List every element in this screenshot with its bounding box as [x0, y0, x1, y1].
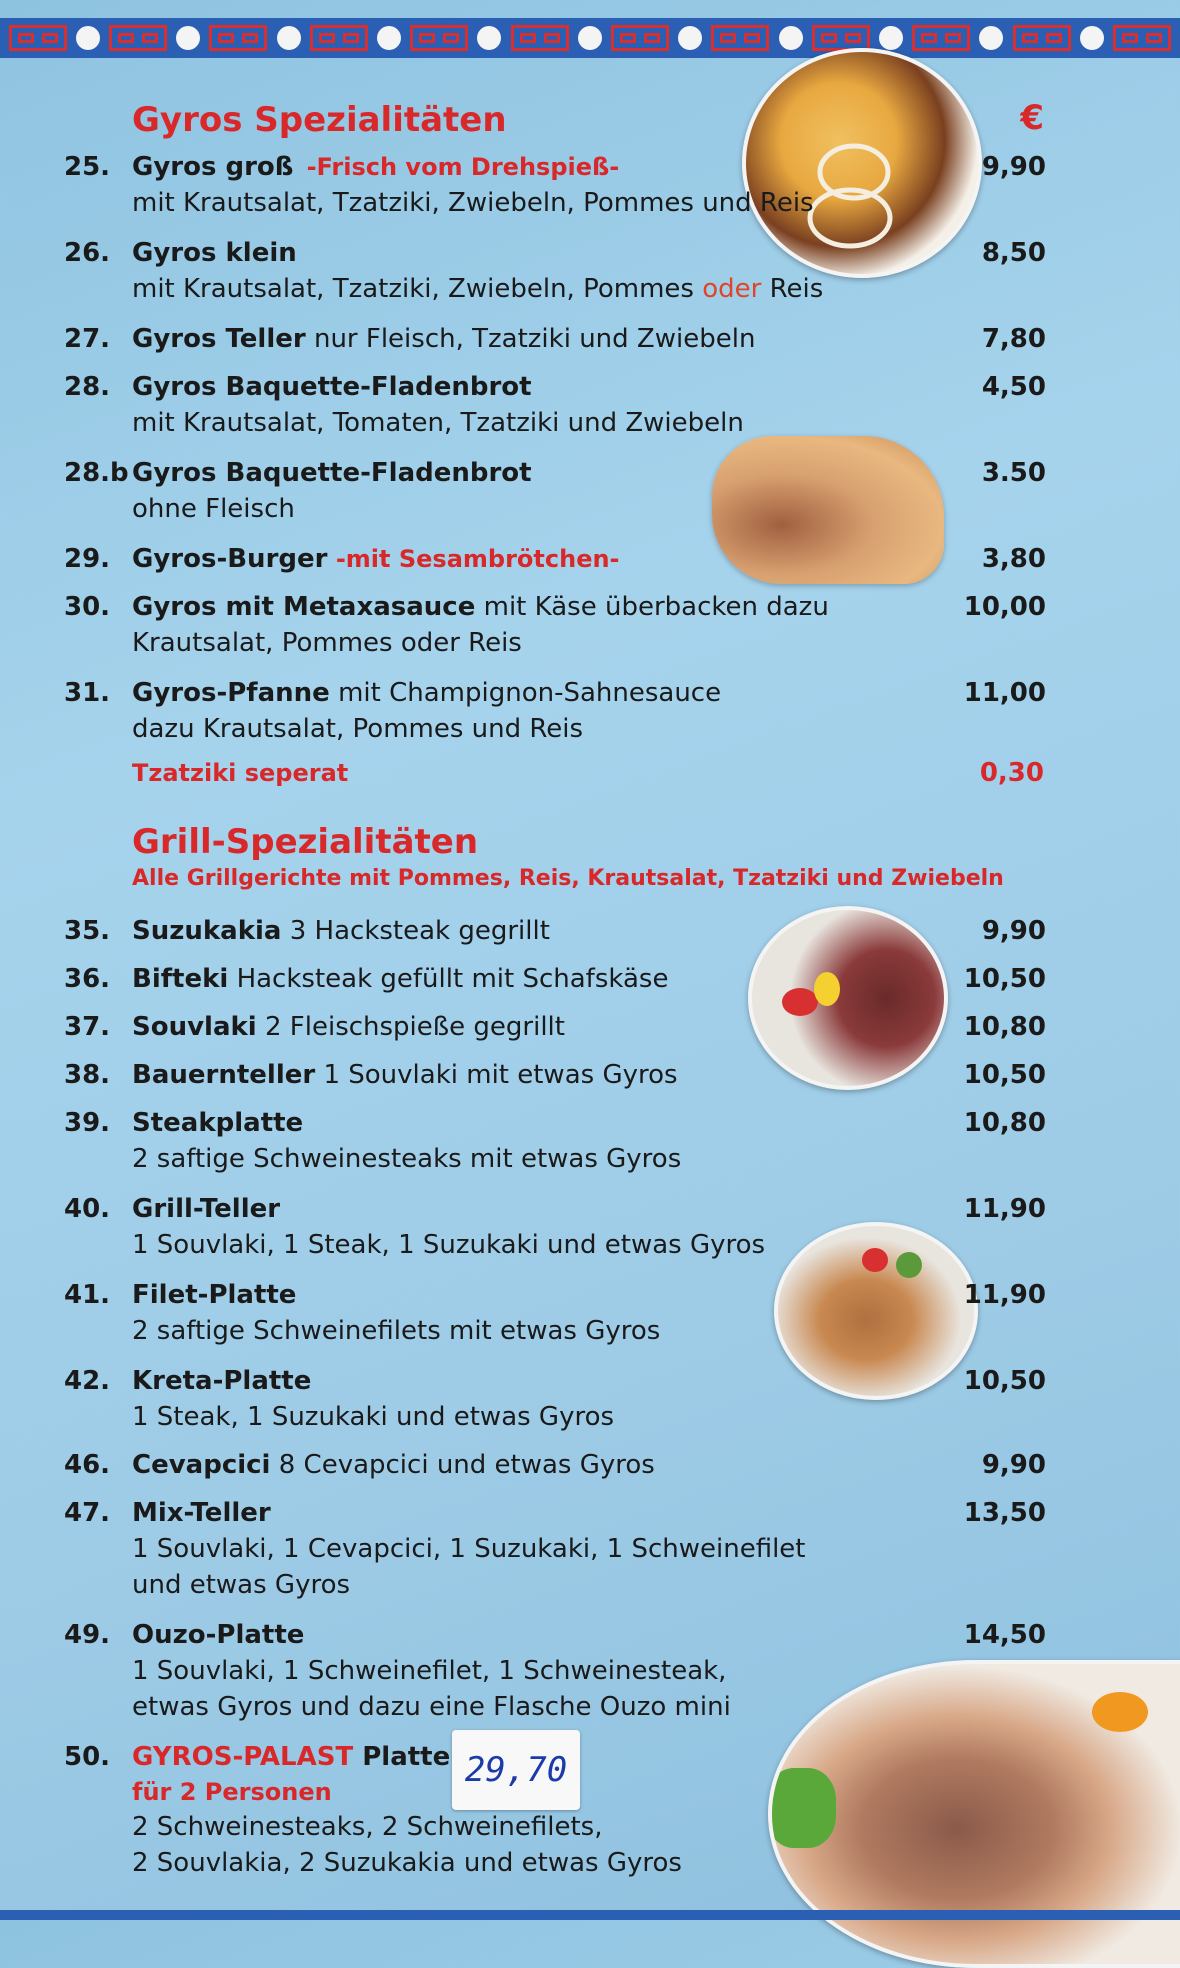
tzatziki-extra-label: Tzatziki seperat: [132, 759, 349, 787]
cucumber-icon: [896, 1252, 922, 1278]
item-name: Mix-Teller: [132, 1498, 271, 1528]
item-description: mit Krautsalat, Tomaten, Tzatziki und Zwiebeln: [132, 408, 744, 438]
item-price: 14,50: [963, 1620, 1046, 1650]
item-description: 2 Fleischspieße gegrillt: [256, 1012, 565, 1042]
item-number: 31.: [64, 678, 111, 708]
grill-section-title: Grill-Spezialitäten: [132, 822, 479, 862]
item-name: Gyros-Pfanne: [132, 678, 330, 708]
item-price: 9,90: [981, 1450, 1046, 1480]
greek-key-icon: [410, 25, 468, 51]
item-name: Gyros mit Metaxasauce: [132, 592, 476, 622]
greek-key-icon: [9, 25, 67, 51]
item-price: 7,80: [981, 324, 1046, 354]
item-price: 10,80: [963, 1108, 1046, 1138]
item-name: Platte: [353, 1742, 451, 1772]
item-name: Cevapcici: [132, 1450, 271, 1480]
item-description: 1 Steak, 1 Suzukaki und etwas Gyros: [132, 1402, 615, 1432]
dot-icon: [979, 26, 1003, 50]
dot-icon: [879, 26, 903, 50]
dot-icon: [578, 26, 602, 50]
item-name: Kreta-Platte: [132, 1366, 312, 1396]
gyros-section-title: Gyros Spezialitäten: [132, 100, 507, 140]
item-description: 1 Souvlaki, 1 Schweinefilet, 1 Schweinesteak,: [132, 1656, 727, 1686]
item-name: Gyros Baquette-Fladenbrot: [132, 458, 532, 488]
item-description: 2 saftige Schweinesteaks mit etwas Gyros: [132, 1144, 682, 1174]
item-price: 11,00: [963, 678, 1046, 708]
item-number: 46.: [64, 1450, 111, 1480]
item-description: 3 Hacksteak gegrillt: [281, 916, 550, 946]
item-name: Souvlaki: [132, 1012, 257, 1042]
item-description: ohne Fleisch: [132, 494, 295, 524]
item-name: Ouzo-Platte: [132, 1620, 305, 1650]
item-number: 37.: [64, 1012, 111, 1042]
item-description-line3: und etwas Gyros: [132, 1570, 351, 1600]
grill-note: Alle Grillgerichte mit Pommes, Reis, Krautsalat, Tzatziki und Zwiebeln: [132, 866, 1004, 891]
item-price: 10,50: [963, 1366, 1046, 1396]
dot-icon: [277, 26, 301, 50]
item-price: 10,00: [963, 592, 1046, 622]
currency-symbol: €: [1020, 98, 1044, 138]
dot-icon: [477, 26, 501, 50]
orange-slice-icon: [1092, 1692, 1148, 1732]
item-number: 28.b: [64, 458, 129, 488]
item-description: 2 Schweinesteaks, 2 Schweinefilets,: [132, 1812, 603, 1842]
item-name: Bauernteller: [132, 1060, 316, 1090]
item-number: 38.: [64, 1060, 111, 1090]
greek-key-icon: [711, 25, 769, 51]
greek-key-icon: [912, 25, 970, 51]
greek-key-border-top: [0, 18, 1180, 58]
dot-icon: [176, 26, 200, 50]
item-number: 25.: [64, 152, 111, 182]
item-name: Gyros Baquette-Fladenbrot: [132, 372, 532, 402]
item-description: 1 Souvlaki, 1 Steak, 1 Suzukaki und etwas Gyros: [132, 1230, 766, 1260]
item-number: 28.: [64, 372, 111, 402]
item-description: 1 Souvlaki mit etwas Gyros: [315, 1060, 678, 1090]
item-description: mit Krautsalat, Tzatziki, Zwiebeln, Pommes oder Reis: [132, 274, 824, 304]
item-name: Suzukakia: [132, 916, 282, 946]
item-number: 42.: [64, 1366, 111, 1396]
item-description: Hacksteak gefüllt mit Schafskäse: [228, 964, 669, 994]
item-description: nur Fleisch, Tzatziki und Zwiebeln: [305, 324, 756, 354]
border-bottom: [0, 1910, 1180, 1920]
item-name: Bifteki: [132, 964, 229, 994]
item-name: Gyros klein: [132, 238, 297, 268]
item-price: 9,90: [981, 916, 1046, 946]
item-number: 40.: [64, 1194, 111, 1224]
greek-key-icon: [310, 25, 368, 51]
item-price: 8,50: [981, 238, 1046, 268]
greek-key-icon: [1013, 25, 1071, 51]
item-description: 8 Cevapcici und etwas Gyros: [270, 1450, 655, 1480]
item-description-line3: etwas Gyros und dazu eine Flasche Ouzo mini: [132, 1692, 731, 1722]
dot-icon: [1080, 26, 1104, 50]
item-name: Filet-Platte: [132, 1280, 297, 1310]
item-price: 9,90: [981, 152, 1046, 182]
greek-key-icon: [1113, 25, 1171, 51]
handwritten-price-sticker: 29,70: [452, 1730, 580, 1810]
item-name: Gyros groß: [132, 152, 294, 182]
item-number: 41.: [64, 1280, 111, 1310]
dot-icon: [779, 26, 803, 50]
item-number: 29.: [64, 544, 111, 574]
item-number: 50.: [64, 1742, 111, 1772]
item-price: 4,50: [981, 372, 1046, 402]
item-price: 10,50: [963, 1060, 1046, 1090]
item-number: 35.: [64, 916, 111, 946]
item-description-line2: Krautsalat, Pommes oder Reis: [132, 628, 522, 658]
item-price: 13,50: [963, 1498, 1046, 1528]
item-number: 36.: [64, 964, 111, 994]
item-name: Gyros Teller: [132, 324, 306, 354]
tzatziki-extra-price: 0,30: [979, 758, 1044, 788]
dot-icon: [377, 26, 401, 50]
greek-key-icon: [109, 25, 167, 51]
item-highlight: -mit Sesambrötchen-: [327, 545, 620, 573]
item-price: 10,80: [963, 1012, 1046, 1042]
greek-key-icon: [511, 25, 569, 51]
item-name: Grill-Teller: [132, 1194, 281, 1224]
item-number: 39.: [64, 1108, 111, 1138]
item-number: 30.: [64, 592, 111, 622]
item-description: mit Krautsalat, Tzatziki, Zwiebeln, Pommes und Reis: [132, 188, 814, 218]
item-price: 3,80: [981, 544, 1046, 574]
item-highlight: -Frisch vom Drehspieß-: [306, 153, 620, 181]
persons-note: für 2 Personen: [132, 1778, 332, 1806]
item-number: 26.: [64, 238, 111, 268]
item-number: 47.: [64, 1498, 111, 1528]
dot-icon: [678, 26, 702, 50]
greek-key-icon: [209, 25, 267, 51]
item-price: 3.50: [981, 458, 1046, 488]
item-name: Gyros-Burger: [132, 544, 328, 574]
item-description: mit Käse überbacken dazu: [475, 592, 829, 622]
item-number: 49.: [64, 1620, 111, 1650]
item-description: 2 saftige Schweinefilets mit etwas Gyros: [132, 1316, 661, 1346]
dot-icon: [76, 26, 100, 50]
brand-name: GYROS-PALAST: [132, 1742, 354, 1772]
item-price: 10,50: [963, 964, 1046, 994]
item-description: 1 Souvlaki, 1 Cevapcici, 1 Suzukaki, 1 Schweinefilet: [132, 1534, 806, 1564]
item-description: mit Champignon-Sahnesauce: [329, 678, 722, 708]
item-name: Steakplatte: [132, 1108, 304, 1138]
item-number: 27.: [64, 324, 111, 354]
item-price: 11,90: [963, 1280, 1046, 1310]
item-description-line2: 2 Souvlakia, 2 Suzukakia und etwas Gyros: [132, 1848, 682, 1878]
item-description-line2: dazu Krautsalat, Pommes und Reis: [132, 714, 584, 744]
item-price: 11,90: [963, 1194, 1046, 1224]
greek-key-icon: [611, 25, 669, 51]
